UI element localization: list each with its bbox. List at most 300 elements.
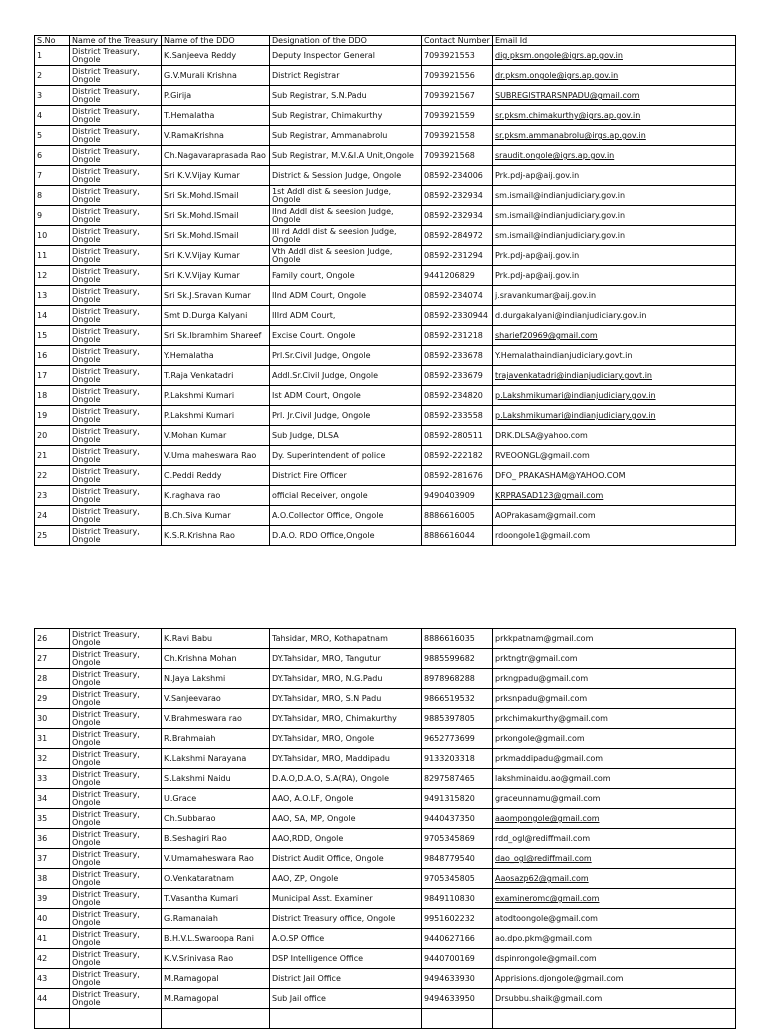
designation-cell: District Audit Office, Ongole bbox=[270, 849, 422, 869]
email-cell bbox=[493, 86, 736, 106]
table-row bbox=[35, 66, 736, 86]
email-link[interactable]: SUBREGISTRARSNPADU@gmail.com bbox=[495, 91, 640, 100]
contact-cell: 9951602232 bbox=[422, 909, 493, 929]
contact-cell: 9885397805 bbox=[422, 709, 493, 729]
sno-cell: 11 bbox=[35, 246, 70, 266]
table-row bbox=[35, 166, 736, 186]
email-cell: DFO_ PRAKASHAM@YAHOO.COM bbox=[493, 466, 736, 486]
designation-cell: DY.Tahsidar, MRO, Tangutur bbox=[270, 649, 422, 669]
treasury-cell: District Treasury, Ongole bbox=[70, 246, 162, 266]
email-link[interactable]: dr.pksm.ongole@igrs.ap.gov.in bbox=[495, 71, 619, 80]
sno-cell: 23 bbox=[35, 486, 70, 506]
sno-cell: 2 bbox=[35, 66, 70, 86]
ddo-name-cell: Y.Hemalatha bbox=[162, 346, 270, 366]
contact-cell: 7093921567 bbox=[422, 86, 493, 106]
email-link[interactable]: Aaosazp62@gmail.com bbox=[495, 874, 589, 883]
contact-cell: 08592-232934 bbox=[422, 186, 493, 206]
treasury-cell: District Treasury, Ongole bbox=[70, 869, 162, 889]
email-cell: Prk.pdj-ap@aij.gov.in bbox=[493, 246, 736, 266]
email-link[interactable]: p.Lakshmikumari@indianjudiciary.gov.in bbox=[495, 411, 656, 420]
table-row bbox=[35, 106, 736, 126]
treasury-cell: District Treasury, Ongole bbox=[70, 306, 162, 326]
designation-cell: Municipal Asst. Examiner bbox=[270, 889, 422, 909]
table-row bbox=[35, 989, 736, 1009]
treasury-cell: District Treasury, Ongole bbox=[70, 709, 162, 729]
contact-cell: 8297587465 bbox=[422, 769, 493, 789]
designation-cell: D.A.O. RDO Office,Ongole bbox=[270, 526, 422, 546]
treasury-cell: District Treasury, Ongole bbox=[70, 669, 162, 689]
email-link[interactable]: dao_ogl@rediffmail.com bbox=[495, 854, 592, 863]
designation-cell: Excise Court. Ongole bbox=[270, 326, 422, 346]
ddo-name-cell: G.V.Murali Krishna bbox=[162, 66, 270, 86]
ddo-name-cell: Sri K.V.Vijay Kumar bbox=[162, 266, 270, 286]
sno-cell: 34 bbox=[35, 789, 70, 809]
email-cell: rdoongole1@gmail.com bbox=[493, 526, 736, 546]
sno-cell: 29 bbox=[35, 689, 70, 709]
designation-cell: Prl.Sr.Civil Judge, Ongole bbox=[270, 346, 422, 366]
contact-cell: 08592-234820 bbox=[422, 386, 493, 406]
treasury-cell: District Treasury, Ongole bbox=[70, 86, 162, 106]
email-cell: lakshminaidu.ao@gmail.com bbox=[493, 769, 736, 789]
ddo-name-cell: B.H.V.L.Swaroopa Rani bbox=[162, 929, 270, 949]
contact-cell: 08592-281676 bbox=[422, 466, 493, 486]
treasury-cell: District Treasury, Ongole bbox=[70, 849, 162, 869]
designation-cell: IIIrd ADM Court, bbox=[270, 306, 422, 326]
email-cell: AOPrakasam@gmail.com bbox=[493, 506, 736, 526]
email-cell bbox=[493, 889, 736, 909]
email-cell bbox=[493, 46, 736, 66]
ddo-name-cell: B.Ch.Siva Kumar bbox=[162, 506, 270, 526]
sno-cell: 4 bbox=[35, 106, 70, 126]
designation-cell: District Registrar bbox=[270, 66, 422, 86]
email-cell: d.durgakalyani@indianjudiciary.gov.in bbox=[493, 306, 736, 326]
designation-cell: District Jail Office bbox=[270, 969, 422, 989]
ddo-name-cell: Sri Sk.Ibramhim Shareef bbox=[162, 326, 270, 346]
header-email: Email Id bbox=[493, 36, 736, 46]
ddo-name-cell: Sri Sk.Mohd.ISmail bbox=[162, 226, 270, 246]
ddo-name-cell: P.Girija bbox=[162, 86, 270, 106]
treasury-cell: District Treasury, Ongole bbox=[70, 749, 162, 769]
email-link[interactable]: KRPRASAD123@gmail.com bbox=[495, 491, 604, 500]
treasury-cell: District Treasury, Ongole bbox=[70, 829, 162, 849]
ddo-name-cell: Sri Sk.Mohd.ISmail bbox=[162, 186, 270, 206]
table-row bbox=[35, 769, 736, 789]
contact-cell: 9490403909 bbox=[422, 486, 493, 506]
ddo-name-cell: B.Seshagiri Rao bbox=[162, 829, 270, 849]
designation-cell: Sub Registrar, S.N.Padu bbox=[270, 86, 422, 106]
sno-cell: 36 bbox=[35, 829, 70, 849]
sno-cell: 28 bbox=[35, 669, 70, 689]
contact-cell: 9885599682 bbox=[422, 649, 493, 669]
contact-cell: 9849110830 bbox=[422, 889, 493, 909]
sno-cell: 18 bbox=[35, 386, 70, 406]
table-row bbox=[35, 486, 736, 506]
designation-cell: District & Session Judge, Ongole bbox=[270, 166, 422, 186]
designation-cell: A.O.Collector Office, Ongole bbox=[270, 506, 422, 526]
sno-cell: 16 bbox=[35, 346, 70, 366]
ddo-name-cell: Ch.Subbarao bbox=[162, 809, 270, 829]
email-cell: dspinrongole@gmail.com bbox=[493, 949, 736, 969]
header-designation: Designation of the DDO bbox=[270, 36, 422, 46]
email-link[interactable]: sraudit.ongole@igrs.ap.gov.in bbox=[495, 151, 615, 160]
table-row bbox=[35, 526, 736, 546]
designation-cell: 1st Addl dist & seesion Judge, Ongole bbox=[270, 186, 422, 206]
table-row bbox=[35, 629, 736, 649]
treasury-cell: District Treasury, Ongole bbox=[70, 386, 162, 406]
designation-cell: DY.Tahsidar, MRO, N.G.Padu bbox=[270, 669, 422, 689]
designation-cell: AAO,RDD, Ongole bbox=[270, 829, 422, 849]
treasury-cell: District Treasury, Ongole bbox=[70, 969, 162, 989]
ddo-table-part-1 bbox=[34, 35, 736, 546]
email-cell: RVEOONGL@gmail.com bbox=[493, 446, 736, 466]
header-treasury: Name of the Treasury bbox=[70, 36, 162, 46]
treasury-cell: District Treasury, Ongole bbox=[70, 729, 162, 749]
designation-cell: IInd ADM Court, Ongole bbox=[270, 286, 422, 306]
sno-cell: 41 bbox=[35, 929, 70, 949]
table-row bbox=[35, 506, 736, 526]
email-cell: prksnpadu@gmail.com bbox=[493, 689, 736, 709]
table-row bbox=[35, 789, 736, 809]
table-row bbox=[35, 366, 736, 386]
treasury-cell: District Treasury, Ongole bbox=[70, 126, 162, 146]
sno-cell: 40 bbox=[35, 909, 70, 929]
designation-cell: District Treasury office, Ongole bbox=[270, 909, 422, 929]
designation-cell: Addl.Sr.Civil Judge, Ongole bbox=[270, 366, 422, 386]
treasury-cell: District Treasury, Ongole bbox=[70, 446, 162, 466]
treasury-cell: District Treasury, Ongole bbox=[70, 629, 162, 649]
contact-cell: 9705345805 bbox=[422, 869, 493, 889]
email-cell: j.sravankumar@aij.gov.in bbox=[493, 286, 736, 306]
sno-cell: 33 bbox=[35, 769, 70, 789]
treasury-cell: District Treasury, Ongole bbox=[70, 989, 162, 1009]
email-cell: sm.ismail@indianjudiciary.gov.in bbox=[493, 186, 736, 206]
email-link[interactable]: sharief20969@gmail.com bbox=[495, 331, 598, 340]
ddo-name-cell: T.Hemalatha bbox=[162, 106, 270, 126]
email-link[interactable]: trajavenkatadri@indianjudiciary.govt.in bbox=[495, 371, 652, 380]
sno-cell: 27 bbox=[35, 649, 70, 669]
table-row bbox=[35, 809, 736, 829]
designation-cell: DY.Tahsidar, MRO, S.N Padu bbox=[270, 689, 422, 709]
ddo-name-cell bbox=[162, 1009, 270, 1029]
treasury-cell: District Treasury, Ongole bbox=[70, 206, 162, 226]
ddo-name-cell: K.raghava rao bbox=[162, 486, 270, 506]
sno-cell: 20 bbox=[35, 426, 70, 446]
contact-cell: 9440627166 bbox=[422, 929, 493, 949]
email-cell bbox=[493, 146, 736, 166]
ddo-name-cell: K.Lakshmi Narayana bbox=[162, 749, 270, 769]
table-row bbox=[35, 689, 736, 709]
email-cell: prkmaddipadu@gmail.com bbox=[493, 749, 736, 769]
table-row bbox=[35, 406, 736, 426]
designation-cell: III rd Addl dist & seesion Judge, Ongole bbox=[270, 226, 422, 246]
ddo-name-cell: T.Vasantha Kumari bbox=[162, 889, 270, 909]
treasury-cell: District Treasury, Ongole bbox=[70, 166, 162, 186]
designation-cell: Deputy Inspector General bbox=[270, 46, 422, 66]
designation-cell: District Fire Officer bbox=[270, 466, 422, 486]
sno-cell: 43 bbox=[35, 969, 70, 989]
contact-cell: 08592-2330944 bbox=[422, 306, 493, 326]
treasury-cell: District Treasury, Ongole bbox=[70, 769, 162, 789]
email-cell: Apprisions.djongole@gmail.com bbox=[493, 969, 736, 989]
contact-cell: 08592-280511 bbox=[422, 426, 493, 446]
table-row bbox=[35, 86, 736, 106]
designation-cell: IInd Addl dist & seesion Judge, Ongole bbox=[270, 206, 422, 226]
table-row bbox=[35, 929, 736, 949]
table-row bbox=[35, 889, 736, 909]
treasury-cell: District Treasury, Ongole bbox=[70, 466, 162, 486]
header-sno: S.No bbox=[35, 36, 70, 46]
treasury-cell: District Treasury, Ongole bbox=[70, 909, 162, 929]
email-cell: rdd_ogl@rediffmail.com bbox=[493, 829, 736, 849]
email-cell: prkongole@gmail.com bbox=[493, 729, 736, 749]
contact-cell: 08592-222182 bbox=[422, 446, 493, 466]
treasury-cell: District Treasury, Ongole bbox=[70, 66, 162, 86]
contact-cell: 9494633930 bbox=[422, 969, 493, 989]
contact-cell: 7093921568 bbox=[422, 146, 493, 166]
ddo-name-cell: M.Ramagopal bbox=[162, 989, 270, 1009]
sno-cell: 38 bbox=[35, 869, 70, 889]
sno-cell bbox=[35, 1009, 70, 1029]
email-cell: graceunnamu@gmail.com bbox=[493, 789, 736, 809]
email-cell bbox=[493, 869, 736, 889]
email-cell: prkngpadu@gmail.com bbox=[493, 669, 736, 689]
table-row bbox=[35, 466, 736, 486]
contact-cell: 9848779540 bbox=[422, 849, 493, 869]
table-row bbox=[35, 829, 736, 849]
email-cell: Drsubbu.shaik@gmail.com bbox=[493, 989, 736, 1009]
email-link[interactable]: aaompongole@gmail.com bbox=[495, 814, 600, 823]
ddo-name-cell: Sri K.V.Vijay Kumar bbox=[162, 166, 270, 186]
treasury-cell: District Treasury, Ongole bbox=[70, 426, 162, 446]
contact-cell: 9133203318 bbox=[422, 749, 493, 769]
designation-cell: AAO, A.O.LF, Ongole bbox=[270, 789, 422, 809]
email-cell bbox=[493, 366, 736, 386]
table-row bbox=[35, 729, 736, 749]
designation-cell: Family court, Ongole bbox=[270, 266, 422, 286]
header-ddo-name: Name of the DDO bbox=[162, 36, 270, 46]
ddo-name-cell: Smt D.Durga Kalyani bbox=[162, 306, 270, 326]
treasury-cell: District Treasury, Ongole bbox=[70, 889, 162, 909]
sno-cell: 30 bbox=[35, 709, 70, 729]
ddo-name-cell: V.RamaKrishna bbox=[162, 126, 270, 146]
designation-cell: DY.Tahsidar, MRO, Ongole bbox=[270, 729, 422, 749]
ddo-name-cell: T.Raja Venkatadri bbox=[162, 366, 270, 386]
contact-cell: 9441206829 bbox=[422, 266, 493, 286]
ddo-name-cell: Ch.Nagavaraprasada Rao bbox=[162, 146, 270, 166]
designation-cell: Prl. Jr.Civil Judge, Ongole bbox=[270, 406, 422, 426]
table-row bbox=[35, 969, 736, 989]
table-row bbox=[35, 446, 736, 466]
ddo-name-cell: V.Uma maheswara Rao bbox=[162, 446, 270, 466]
sno-cell: 14 bbox=[35, 306, 70, 326]
designation-cell: Sub Jail office bbox=[270, 989, 422, 1009]
sno-cell: 35 bbox=[35, 809, 70, 829]
designation-cell: Tahsidar, MRO, Kothapatnam bbox=[270, 629, 422, 649]
contact-cell: 9491315820 bbox=[422, 789, 493, 809]
contact-cell: 08592-231294 bbox=[422, 246, 493, 266]
treasury-cell: District Treasury, Ongole bbox=[70, 146, 162, 166]
ddo-name-cell: G.Ramanaiah bbox=[162, 909, 270, 929]
email-cell: prkchimakurthy@gmail.com bbox=[493, 709, 736, 729]
treasury-cell: District Treasury, Ongole bbox=[70, 506, 162, 526]
email-cell bbox=[493, 386, 736, 406]
sno-cell: 1 bbox=[35, 46, 70, 66]
header-contact: Contact Number bbox=[422, 36, 493, 46]
email-cell bbox=[493, 326, 736, 346]
table-row bbox=[35, 386, 736, 406]
email-cell: Prk.pdj-ap@aij.gov.in bbox=[493, 166, 736, 186]
table-row bbox=[35, 186, 736, 206]
sno-cell: 7 bbox=[35, 166, 70, 186]
email-cell: Y.Hemalathaindianjudiciary.govt.in bbox=[493, 346, 736, 366]
treasury-cell: District Treasury, Ongole bbox=[70, 46, 162, 66]
ddo-table-part-2 bbox=[34, 628, 736, 1029]
contact-cell: 7093921558 bbox=[422, 126, 493, 146]
treasury-cell: District Treasury, Ongole bbox=[70, 486, 162, 506]
table-row bbox=[35, 266, 736, 286]
contact-cell: 9652773699 bbox=[422, 729, 493, 749]
email-cell: sm.ismail@indianjudiciary.gov.in bbox=[493, 206, 736, 226]
contact-cell: 7093921556 bbox=[422, 66, 493, 86]
email-cell bbox=[493, 849, 736, 869]
email-cell: Prk.pdj-ap@aij.gov.in bbox=[493, 266, 736, 286]
email-cell: sm.ismail@indianjudiciary.gov.in bbox=[493, 226, 736, 246]
table-row bbox=[35, 226, 736, 246]
ddo-name-cell: C.Peddi Reddy bbox=[162, 466, 270, 486]
sno-cell: 10 bbox=[35, 226, 70, 246]
ddo-name-cell: Sri Sk.J.Sravan Kumar bbox=[162, 286, 270, 306]
sno-cell: 22 bbox=[35, 466, 70, 486]
contact-cell: 8886616044 bbox=[422, 526, 493, 546]
sno-cell: 24 bbox=[35, 506, 70, 526]
table-row bbox=[35, 46, 736, 66]
sno-cell: 13 bbox=[35, 286, 70, 306]
ddo-name-cell: N.Jaya Lakshmi bbox=[162, 669, 270, 689]
email-link[interactable]: sr.pksm.ammanabrolu@irgs.ap.gov.in bbox=[495, 131, 646, 140]
email-link[interactable]: sr.pksm.chimakurthy@igrs.ap.gov.in bbox=[495, 111, 641, 120]
sno-cell: 6 bbox=[35, 146, 70, 166]
email-cell: ao.dpo.pkm@gmail.com bbox=[493, 929, 736, 949]
ddo-name-cell: V.Sanjeevarao bbox=[162, 689, 270, 709]
ddo-name-cell: K.Ravi Babu bbox=[162, 629, 270, 649]
treasury-cell: District Treasury, Ongole bbox=[70, 526, 162, 546]
ddo-name-cell: K.V.Srinivasa Rao bbox=[162, 949, 270, 969]
table-row bbox=[35, 649, 736, 669]
sno-cell: 39 bbox=[35, 889, 70, 909]
ddo-name-cell: K.S.R.Krishna Rao bbox=[162, 526, 270, 546]
table-row bbox=[35, 326, 736, 346]
ddo-name-cell: Ch.Krishna Mohan bbox=[162, 649, 270, 669]
ddo-name-cell: V.Mohan Kumar bbox=[162, 426, 270, 446]
treasury-cell: District Treasury, Ongole bbox=[70, 346, 162, 366]
sno-cell: 32 bbox=[35, 749, 70, 769]
ddo-name-cell: Sri Sk.Mohd.ISmail bbox=[162, 206, 270, 226]
designation-cell: Vth Addl dist & seesion Judge, Ongole bbox=[270, 246, 422, 266]
email-cell: prktngtr@gmail.com bbox=[493, 649, 736, 669]
email-cell bbox=[493, 106, 736, 126]
email-link[interactable]: examineromc@gmail.com bbox=[495, 894, 600, 903]
sno-cell: 12 bbox=[35, 266, 70, 286]
table-row bbox=[35, 126, 736, 146]
ddo-name-cell: P.Lakshmi Kumari bbox=[162, 386, 270, 406]
sno-cell: 21 bbox=[35, 446, 70, 466]
contact-cell: 9494633950 bbox=[422, 989, 493, 1009]
table-row bbox=[35, 426, 736, 446]
contact-cell: 8978968288 bbox=[422, 669, 493, 689]
sno-cell: 5 bbox=[35, 126, 70, 146]
email-cell bbox=[493, 809, 736, 829]
designation-cell: Sub Registrar, Ammanabrolu bbox=[270, 126, 422, 146]
contact-cell: 08592-231218 bbox=[422, 326, 493, 346]
designation-cell: A.O.SP Office bbox=[270, 929, 422, 949]
sno-cell: 42 bbox=[35, 949, 70, 969]
designation-cell: AAO, SA, MP, Ongole bbox=[270, 809, 422, 829]
contact-cell bbox=[422, 1009, 493, 1029]
designation-cell: DY.Tahsidar, MRO, Maddipadu bbox=[270, 749, 422, 769]
table-row bbox=[35, 286, 736, 306]
contact-cell: 7093921553 bbox=[422, 46, 493, 66]
table-row bbox=[35, 306, 736, 326]
designation-cell: DSP Intelligence Office bbox=[270, 949, 422, 969]
designation-cell: Dy. Superintendent of police bbox=[270, 446, 422, 466]
email-cell bbox=[493, 1009, 736, 1029]
designation-cell: Sub Judge, DLSA bbox=[270, 426, 422, 446]
email-cell bbox=[493, 486, 736, 506]
treasury-cell: District Treasury, Ongole bbox=[70, 366, 162, 386]
table-row bbox=[35, 146, 736, 166]
email-cell bbox=[493, 406, 736, 426]
sno-cell: 25 bbox=[35, 526, 70, 546]
table-row bbox=[35, 909, 736, 929]
sno-cell: 37 bbox=[35, 849, 70, 869]
ddo-name-cell: S.Lakshmi Naidu bbox=[162, 769, 270, 789]
table-header-row bbox=[35, 36, 736, 46]
contact-cell: 9866519532 bbox=[422, 689, 493, 709]
designation-cell: Ist ADM Court, Ongole bbox=[270, 386, 422, 406]
table-row bbox=[35, 1009, 736, 1029]
contact-cell: 8886616035 bbox=[422, 629, 493, 649]
table-row bbox=[35, 346, 736, 366]
contact-cell: 8886616005 bbox=[422, 506, 493, 526]
ddo-name-cell: P.Lakshmi Kumari bbox=[162, 406, 270, 426]
sno-cell: 31 bbox=[35, 729, 70, 749]
sno-cell: 19 bbox=[35, 406, 70, 426]
treasury-cell: District Treasury, Ongole bbox=[70, 286, 162, 306]
contact-cell: 08592-284972 bbox=[422, 226, 493, 246]
treasury-cell: District Treasury, Ongole bbox=[70, 929, 162, 949]
contact-cell: 08592-233679 bbox=[422, 366, 493, 386]
sno-cell: 3 bbox=[35, 86, 70, 106]
contact-cell: 08592-232934 bbox=[422, 206, 493, 226]
email-cell bbox=[493, 126, 736, 146]
contact-cell: 7093921559 bbox=[422, 106, 493, 126]
email-link[interactable]: p.Lakshmikumari@indianjudiciary.gov.in bbox=[495, 391, 656, 400]
contact-cell: 08592-234074 bbox=[422, 286, 493, 306]
sno-cell: 15 bbox=[35, 326, 70, 346]
ddo-name-cell: K.Sanjeeva Reddy bbox=[162, 46, 270, 66]
treasury-cell: District Treasury, Ongole bbox=[70, 689, 162, 709]
ddo-name-cell: R.Brahmaiah bbox=[162, 729, 270, 749]
designation-cell bbox=[270, 1009, 422, 1029]
email-link[interactable]: dig.pksm.ongole@igrs.ap.gov.in bbox=[495, 51, 623, 60]
table-row bbox=[35, 849, 736, 869]
ddo-name-cell: M.Ramagopal bbox=[162, 969, 270, 989]
ddo-name-cell: V.Umamaheswara Rao bbox=[162, 849, 270, 869]
email-cell: DRK.DLSA@yahoo.com bbox=[493, 426, 736, 446]
ddo-name-cell: V.Brahmeswara rao bbox=[162, 709, 270, 729]
treasury-cell: District Treasury, Ongole bbox=[70, 326, 162, 346]
contact-cell: 08592-233558 bbox=[422, 406, 493, 426]
